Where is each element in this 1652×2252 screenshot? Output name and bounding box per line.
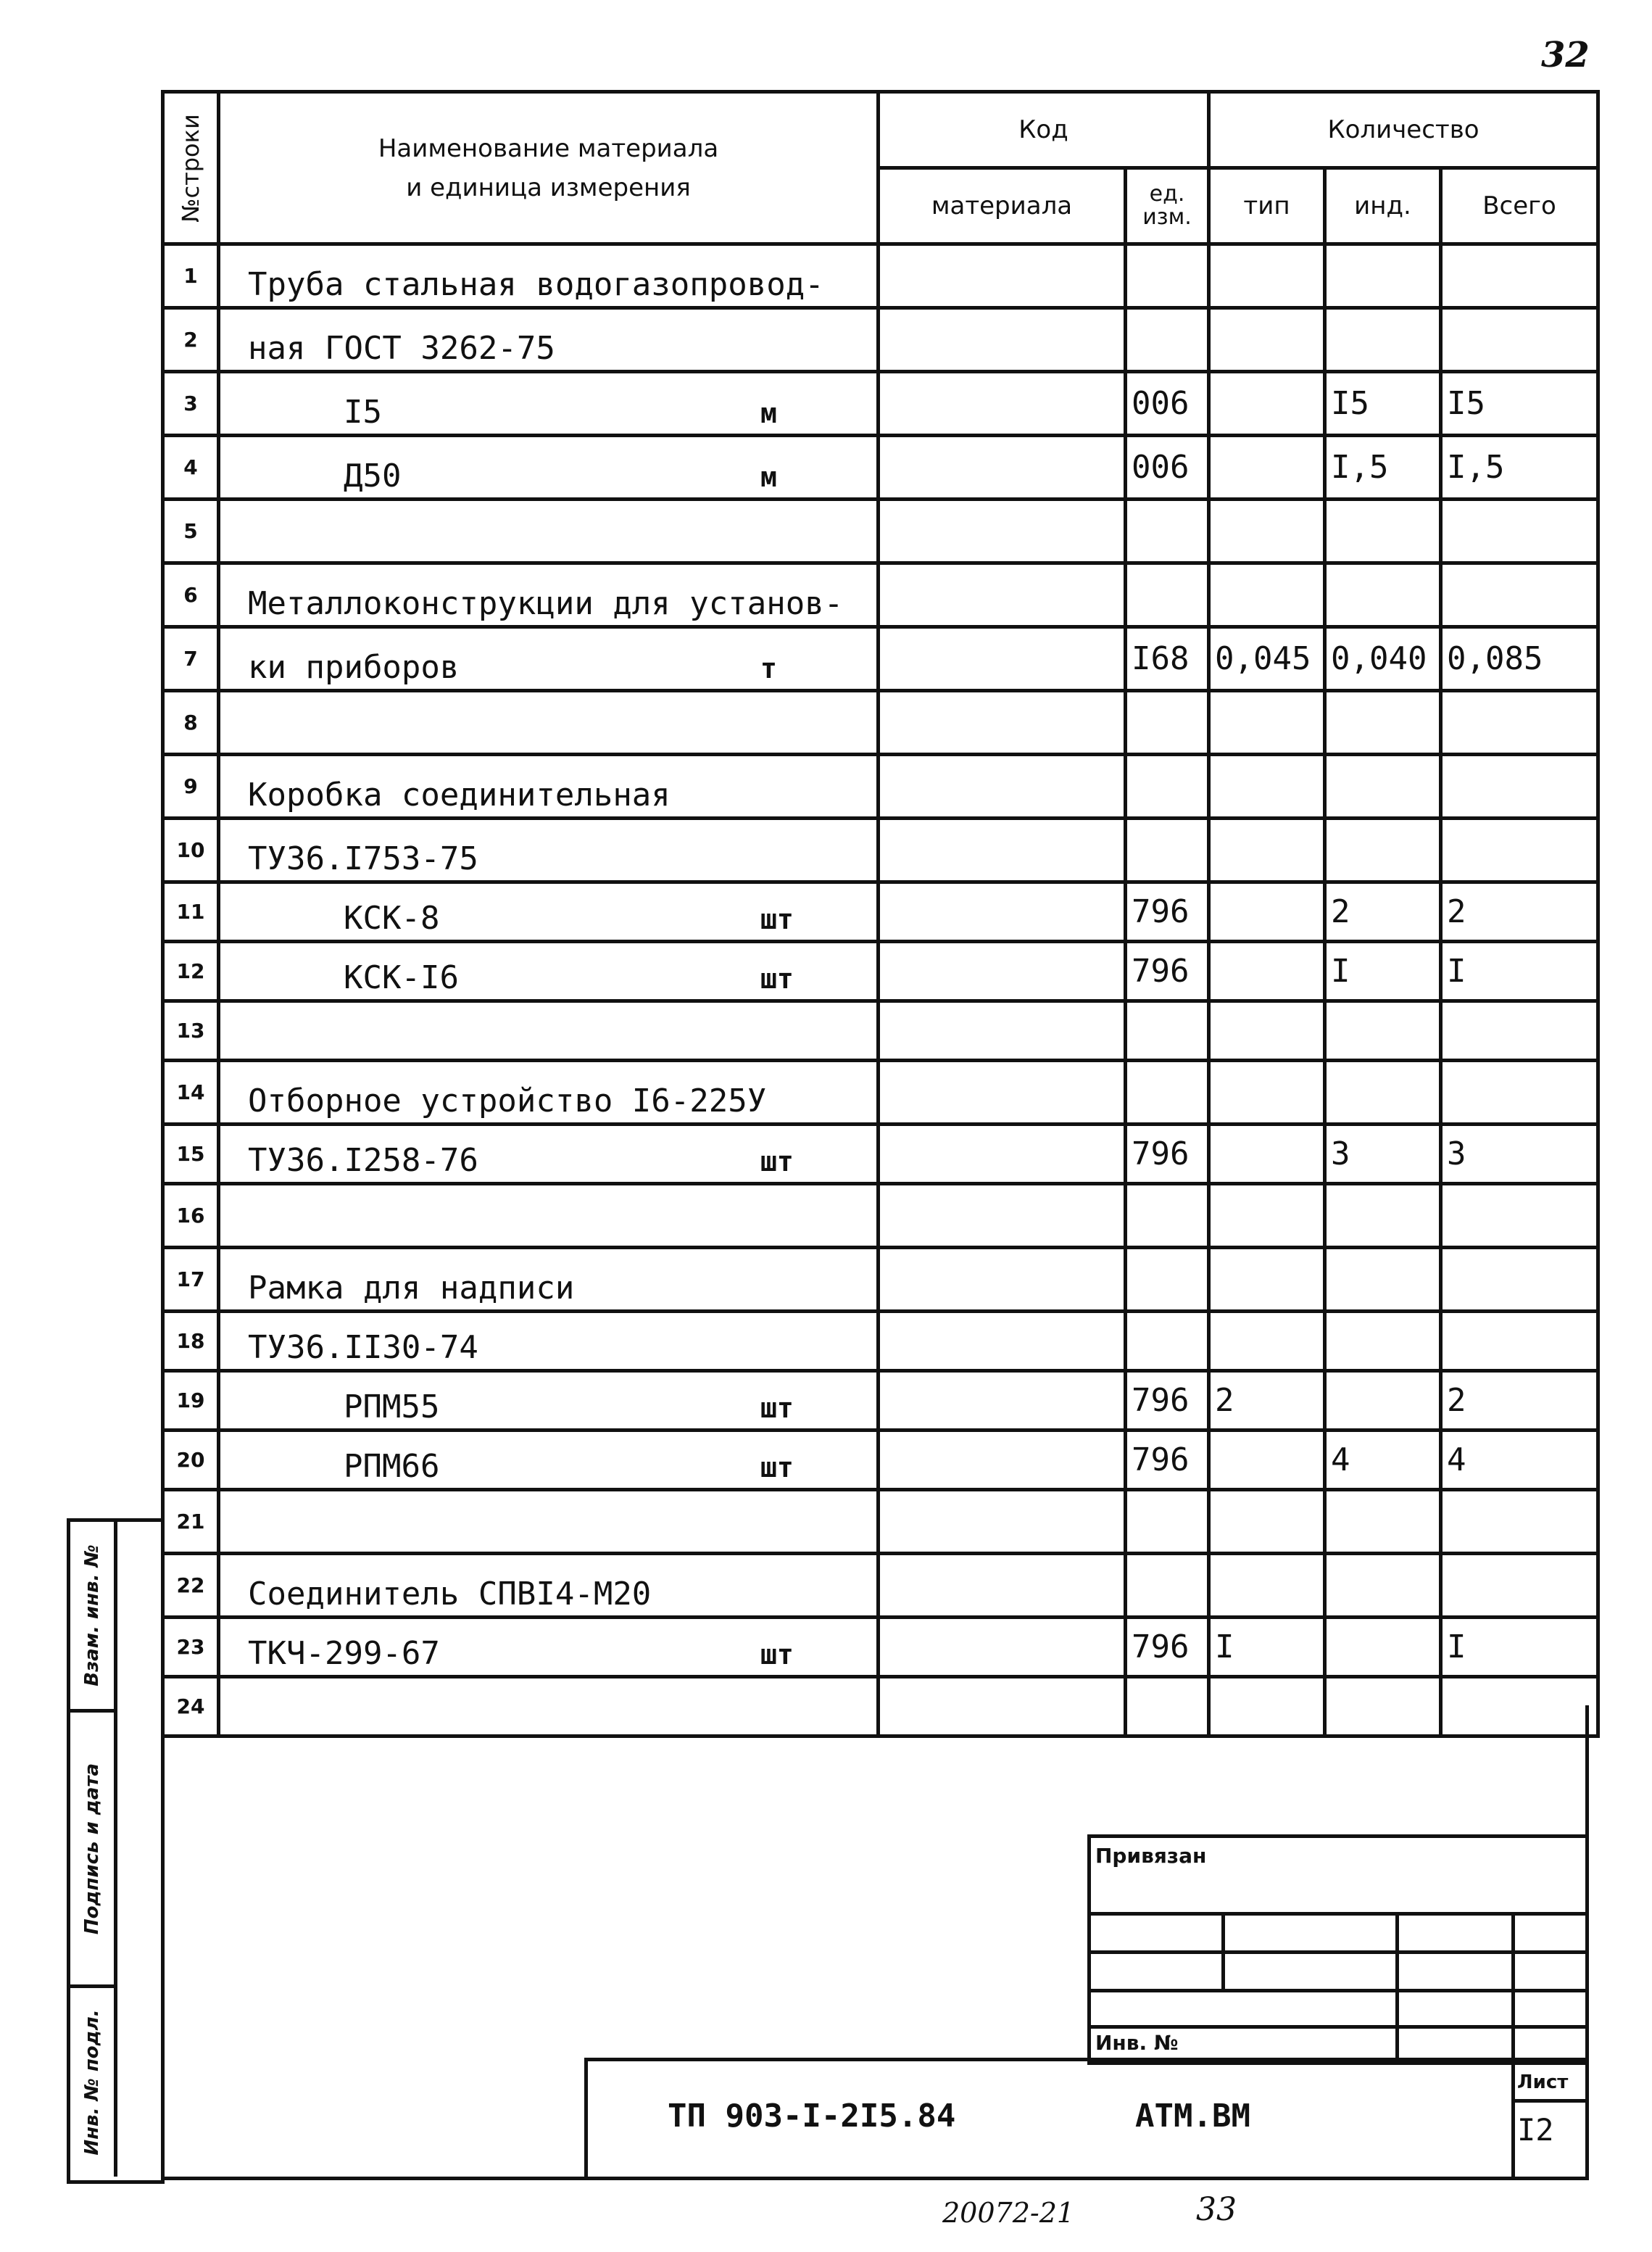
qty-type: [1209, 563, 1325, 627]
title-block: [584, 2058, 1585, 2177]
material-code: [879, 500, 1126, 563]
privyazan-label: Привязан: [1095, 1844, 1207, 1868]
unit-code: [1126, 1061, 1209, 1125]
material-code: [879, 1001, 1126, 1061]
table-row: [163, 691, 1598, 755]
material-name-cell: [219, 942, 879, 1001]
row-number: 16: [163, 1184, 219, 1248]
unit-code: [1126, 308, 1209, 372]
table-row: [163, 500, 1598, 563]
material-name: РПМ55: [344, 1388, 440, 1425]
material-code: [879, 1431, 1126, 1490]
qty-type: [1209, 1061, 1325, 1125]
material-name: I5: [344, 394, 382, 431]
material-name-cell: [219, 882, 879, 942]
material-name: ная ГОСТ 3262-75: [248, 330, 555, 367]
material-code: [879, 942, 1126, 1001]
row-number: 8: [163, 691, 219, 755]
row-number: 10: [163, 819, 219, 882]
table-row: [163, 308, 1598, 372]
qty-total: [1441, 244, 1598, 308]
table-row: [163, 1431, 1598, 1490]
material-name-cell: [219, 1431, 879, 1490]
table-row: [163, 436, 1598, 500]
quantity-header: Количество: [1209, 92, 1598, 168]
unit-code: 796: [1126, 1618, 1209, 1677]
ind-header: инд.: [1325, 168, 1441, 244]
material-name-cell: [219, 1554, 879, 1618]
row-number: 21: [163, 1490, 219, 1554]
qty-ind: [1325, 1554, 1441, 1618]
material-name-cell: [219, 1125, 879, 1184]
table-row: [163, 1618, 1598, 1677]
unit-of-measure: шт: [760, 903, 794, 935]
qty-ind: 3: [1325, 1125, 1441, 1184]
unit-code: 006: [1126, 372, 1209, 436]
qty-total: [1441, 500, 1598, 563]
material-code: [879, 691, 1126, 755]
table-row: [163, 1248, 1598, 1312]
material-name: Рамка для надписи: [248, 1270, 575, 1307]
qty-total: [1441, 1554, 1598, 1618]
material-code: [879, 372, 1126, 436]
material-name: ки приборов: [248, 649, 460, 686]
qty-ind: [1325, 1312, 1441, 1371]
qty-total: [1441, 1490, 1598, 1554]
row-number: 15: [163, 1125, 219, 1184]
row-number: 7: [163, 627, 219, 691]
material-code: [879, 308, 1126, 372]
material-name: Соединитель СПВI4-М20: [248, 1576, 652, 1613]
qty-ind: 4: [1325, 1431, 1441, 1490]
sidebar-vzam: Взам. инв. №: [70, 1522, 117, 1713]
material-name-cell: [219, 563, 879, 627]
unit-code-header: ед. изм.: [1126, 168, 1209, 244]
material-name-cell: [219, 1371, 879, 1431]
material-name: Д50: [344, 458, 402, 494]
material-code: [879, 755, 1126, 819]
row-number: 23: [163, 1618, 219, 1677]
qty-ind: 0,040: [1325, 627, 1441, 691]
row-number: 17: [163, 1248, 219, 1312]
material-code-header: материала: [879, 168, 1126, 244]
material-name: Отборное устройство I6-225У: [248, 1082, 767, 1119]
material-code: [879, 1061, 1126, 1125]
sheet-value: I2: [1517, 2112, 1554, 2148]
unit-code: 796: [1126, 882, 1209, 942]
row-number: 22: [163, 1554, 219, 1618]
unit-code: [1126, 819, 1209, 882]
material-name-cell: [219, 691, 879, 755]
material-code: [879, 882, 1126, 942]
qty-ind: I,5: [1325, 436, 1441, 500]
qty-ind: [1325, 1371, 1441, 1431]
qty-total: [1441, 308, 1598, 372]
material-name-cell: [219, 244, 879, 308]
table-row: [163, 882, 1598, 942]
unit-code: [1126, 500, 1209, 563]
code-header: Код: [879, 92, 1209, 168]
material-name: Коробка соединительная: [248, 777, 671, 814]
unit-code: [1126, 1490, 1209, 1554]
material-code: [879, 1371, 1126, 1431]
row-number: 9: [163, 755, 219, 819]
qty-ind: [1325, 1248, 1441, 1312]
row-number: 20: [163, 1431, 219, 1490]
sidebar-inv-podl: Инв. № подл.: [70, 1988, 117, 2177]
archive-number: 20072-21: [942, 2197, 1075, 2229]
material-name-cell: [219, 1618, 879, 1677]
total-header: Всего: [1441, 168, 1598, 244]
table-row: [163, 1001, 1598, 1061]
qty-ind: [1325, 1618, 1441, 1677]
qty-ind: [1325, 819, 1441, 882]
table-row: [163, 244, 1598, 308]
qty-ind: [1325, 563, 1441, 627]
table-row: [163, 1125, 1598, 1184]
unit-of-measure: м: [760, 461, 777, 493]
row-number: 11: [163, 882, 219, 942]
qty-total: I,5: [1441, 436, 1598, 500]
material-name: ТУ36.II30-74: [248, 1329, 478, 1366]
qty-type: [1209, 942, 1325, 1001]
table-row: [163, 1312, 1598, 1371]
qty-total: [1441, 819, 1598, 882]
unit-code: I68: [1126, 627, 1209, 691]
qty-ind: [1325, 755, 1441, 819]
qty-total: 2: [1441, 882, 1598, 942]
unit-code: 796: [1126, 1125, 1209, 1184]
row-number: 1: [163, 244, 219, 308]
footer-page-number: 33: [1196, 2191, 1237, 2228]
qty-type: [1209, 1554, 1325, 1618]
row-number: 2: [163, 308, 219, 372]
row-number: 14: [163, 1061, 219, 1125]
unit-of-measure: шт: [760, 1639, 794, 1671]
table-row: [163, 1554, 1598, 1618]
qty-type: [1209, 1184, 1325, 1248]
material-name-cell: [219, 500, 879, 563]
table-row: [163, 627, 1598, 691]
qty-type: [1209, 244, 1325, 308]
qty-total: [1441, 563, 1598, 627]
qty-ind: [1325, 1490, 1441, 1554]
material-code: [879, 1125, 1126, 1184]
sheet-label: Лист: [1517, 2071, 1569, 2093]
qty-type: [1209, 1490, 1325, 1554]
qty-total: 0,085: [1441, 627, 1598, 691]
material-name: РПМ66: [344, 1448, 440, 1485]
qty-ind: [1325, 244, 1441, 308]
material-name-cell: [219, 372, 879, 436]
page-number: 32: [1541, 35, 1590, 75]
qty-ind: [1325, 691, 1441, 755]
material-name-cell: [219, 436, 879, 500]
material-code: [879, 436, 1126, 500]
materials-table: [161, 90, 1600, 1738]
unit-code: [1126, 691, 1209, 755]
qty-type: [1209, 1125, 1325, 1184]
row-number: 5: [163, 500, 219, 563]
qty-total: [1441, 1061, 1598, 1125]
material-code: [879, 627, 1126, 691]
table-row: [163, 563, 1598, 627]
table-row: [163, 942, 1598, 1001]
material-name: Труба стальная водогазопровод-: [248, 266, 824, 303]
qty-total: [1441, 1248, 1598, 1312]
material-name-cell: [219, 308, 879, 372]
row-number: 19: [163, 1371, 219, 1431]
unit-code: [1126, 244, 1209, 308]
qty-type: [1209, 436, 1325, 500]
table-row: [163, 1061, 1598, 1125]
material-name-cell: [219, 1312, 879, 1371]
unit-of-measure: шт: [760, 1146, 794, 1177]
unit-code: [1126, 563, 1209, 627]
qty-total: [1441, 755, 1598, 819]
qty-total: 2: [1441, 1371, 1598, 1431]
sidebar-signature: Подпись и дата: [70, 1713, 117, 1988]
qty-type: 0,045: [1209, 627, 1325, 691]
material-code: [879, 563, 1126, 627]
qty-ind: 2: [1325, 882, 1441, 942]
type-header: тип: [1209, 168, 1325, 244]
qty-type: 2: [1209, 1371, 1325, 1431]
material-name-cell: [219, 1001, 879, 1061]
material-name-cell: [219, 627, 879, 691]
material-code: [879, 244, 1126, 308]
qty-ind: [1325, 1001, 1441, 1061]
qty-ind: [1325, 1061, 1441, 1125]
unit-code: [1126, 1312, 1209, 1371]
qty-total: [1441, 1184, 1598, 1248]
unit-code: [1126, 1184, 1209, 1248]
qty-type: I: [1209, 1618, 1325, 1677]
qty-type: [1209, 308, 1325, 372]
row-number: 6: [163, 563, 219, 627]
row-number: 18: [163, 1312, 219, 1371]
material-code: [879, 1490, 1126, 1554]
material-code: [879, 1618, 1126, 1677]
unit-of-measure: т: [760, 653, 777, 684]
material-name: ТУ36.I753-75: [248, 840, 478, 877]
material-name-cell: [219, 819, 879, 882]
qty-total: I: [1441, 942, 1598, 1001]
qty-type: [1209, 882, 1325, 942]
material-name: КСК-8: [344, 900, 440, 937]
qty-ind: [1325, 308, 1441, 372]
unit-of-measure: шт: [760, 963, 794, 995]
qty-type: [1209, 819, 1325, 882]
unit-code: [1126, 1001, 1209, 1061]
material-name: КСК-I6: [344, 959, 459, 996]
unit-of-measure: шт: [760, 1452, 794, 1483]
table-row: [163, 1371, 1598, 1431]
row-number: 12: [163, 942, 219, 1001]
qty-type: [1209, 1001, 1325, 1061]
unit-code: 796: [1126, 942, 1209, 1001]
qty-ind: [1325, 1184, 1441, 1248]
unit-code: [1126, 1554, 1209, 1618]
unit-code: [1126, 755, 1209, 819]
table-row: [163, 372, 1598, 436]
qty-type: [1209, 500, 1325, 563]
material-name-cell: [219, 1061, 879, 1125]
unit-code: [1126, 1248, 1209, 1312]
unit-code: 796: [1126, 1431, 1209, 1490]
qty-total: [1441, 691, 1598, 755]
qty-ind: [1325, 500, 1441, 563]
qty-total: 4: [1441, 1431, 1598, 1490]
qty-total: 3: [1441, 1125, 1598, 1184]
material-name-cell: [219, 755, 879, 819]
binding-stamp: [1087, 1834, 1585, 2065]
name-header: Наименование материала и единица измерения: [219, 92, 879, 244]
row-number: 24: [163, 1677, 219, 1736]
row-number: 4: [163, 436, 219, 500]
inv-no-label: Инв. №: [1095, 2031, 1179, 2055]
row-number: 13: [163, 1001, 219, 1061]
row-number-header: №строки: [163, 92, 219, 244]
qty-type: [1209, 1312, 1325, 1371]
qty-type: [1209, 691, 1325, 755]
qty-type: [1209, 755, 1325, 819]
table-row: [163, 755, 1598, 819]
material-name-cell: [219, 1184, 879, 1248]
material-code: [879, 1312, 1126, 1371]
material-code: [879, 1554, 1126, 1618]
qty-total: [1441, 1312, 1598, 1371]
material-name: ТУ36.I258-76: [248, 1142, 478, 1179]
unit-code: 006: [1126, 436, 1209, 500]
material-name-cell: [219, 1490, 879, 1554]
table-row: [163, 1490, 1598, 1554]
qty-type: [1209, 372, 1325, 436]
material-name: ТКЧ-299-67: [248, 1635, 440, 1672]
qty-ind: I: [1325, 942, 1441, 1001]
qty-type: [1209, 1431, 1325, 1490]
qty-total: I5: [1441, 372, 1598, 436]
material-name: Металлоконструкции для установ-: [248, 585, 844, 622]
qty-total: I: [1441, 1618, 1598, 1677]
row-number: 3: [163, 372, 219, 436]
unit-of-measure: м: [760, 397, 777, 429]
material-code: [879, 819, 1126, 882]
doc-mark: АТМ.ВМ: [1135, 2098, 1250, 2135]
qty-total: [1441, 1001, 1598, 1061]
table-row: [163, 1184, 1598, 1248]
material-code: [879, 1248, 1126, 1312]
left-sidebar: [67, 1518, 165, 2184]
table-body: [163, 244, 1598, 1736]
material-name-cell: [219, 1248, 879, 1312]
qty-type: [1209, 1248, 1325, 1312]
table-row: [163, 819, 1598, 882]
material-code: [879, 1184, 1126, 1248]
unit-of-measure: шт: [760, 1392, 794, 1424]
unit-code: 796: [1126, 1371, 1209, 1431]
doc-code: ТП 903-I-2I5.84: [668, 2098, 956, 2135]
qty-ind: I5: [1325, 372, 1441, 436]
